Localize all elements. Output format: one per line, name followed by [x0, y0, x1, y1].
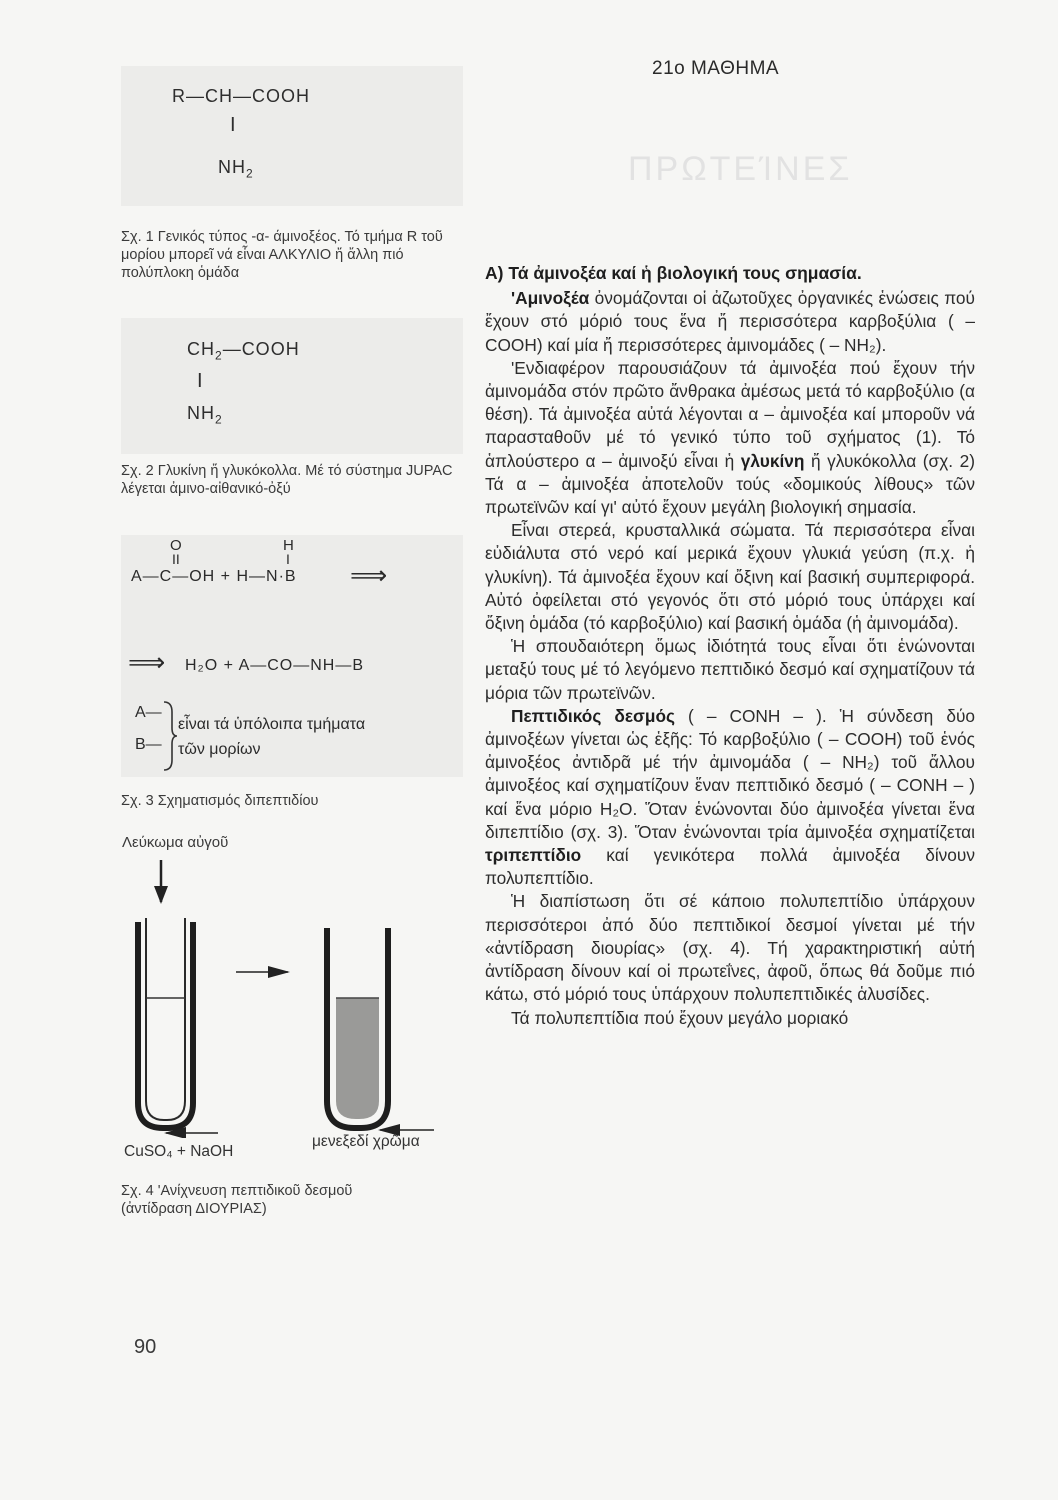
fig3-label-a: A—: [135, 704, 162, 721]
paragraph-6: Ἡ διαπίστωση ὅτι σέ κάποιο πολυπεπτίδιο ὑπάρχουν περισσότεροι ἀπό δύο πεπτιδικοί δεσμοί γίνεται μέ τήν «ἀντίδραση διουρίας» (σχ. 4). Τή χαρακτηριστική αὐτή ἀντίδραση δίνουν καί οἱ πρωτεΐνες, ἀφοῦ, ὅπως θά δοῦμε πιό κάτω, στό μόριό τους ὑπάρχουν πολυπεπτιδικές ἁλυσίδες.: [485, 891, 975, 1005]
fig2-amino-group: $NH_2$: [187, 403, 223, 427]
fig4-caption-line2: (ἀντίδραση ΔΙΟΥΡΙΑΣ): [121, 1201, 267, 1217]
paragraph-7: Τά πολυπεπτίδια πού ἔχουν μεγάλο μοριακό: [511, 1007, 849, 1028]
fig3-hydrogen: H: [283, 537, 294, 554]
lesson-heading: 21ο ΜΑΘΗΜΑ: [652, 58, 780, 79]
fig2-caption: Σχ. 2 Γλυκίνη ἤ γλυκόκολλα. Μέ τό σύστημα JUPAC λέγεται ἀμινο-αἰθανικό-ὀξύ: [121, 463, 453, 497]
fig2-bond: I: [197, 370, 204, 392]
fig1-caption: Σχ. 1 Γενικός τύπος -α- άμινοξέος. Τό τμήμα R τοῦ μορίου μπορεῖ νά εἶναι ΑΛΚΥΛΙΟ ἤ ἄλλη πιό πολύπλοκη ὁμάδα: [121, 229, 443, 281]
section-heading: Α) Τά ἀμινοξέα καί ἡ βιολογική τους σημασία.: [485, 263, 862, 283]
fig4-tube-left: [138, 918, 193, 1128]
paragraph-4: Ἡ σπουδαιότερη ὅμως ἰδιότητά τους εἶναι ὅτι ἑνώνονται μεταξύ τους μέ τό λεγόμενο πεπτιδικό δεσμό καί σχηματίζουν τά μόρια τῶν πρωτεϊνῶν.: [485, 636, 975, 703]
fig4-right-arrow: [236, 966, 290, 978]
fig4-down-arrow: [154, 860, 168, 904]
fig3-double-bond: II: [172, 551, 180, 567]
fig3-reactants: A—C—OH + H—N·B: [131, 568, 297, 585]
paragraph-1: 'Αμινοξέα ὀνομάζονται οἱ ἀζωτοῦχες ὀργανικές ἑνώσεις πού ἔχουν στό μόριό τους ἕνα ἤ περισσότερα καρβοξύλια ( – COOH) καί μία ἤ περισσότερες ἀμινομάδες ( – NH₂).: [485, 288, 975, 355]
fig4-color-label: μενεξεδί χρῶμα: [312, 1133, 420, 1150]
paragraph-2: 'Ενδιαφέρον παρουσιάζουν τά ἀμινοξέα πού ἔχουν τήν ἀμινομάδα στόν πρῶτο ἄνθρακα ἀμέσως μετά τό καρβοξύλιο (α θέση). Τά ἀμινοξέα αὐτά λέγονται α – ἀμινοξέα καί μποροῦν νά παρασταθοῦν μέ τό γενικό τύπο τοῦ σχήματος (1). Τό ἁπλούστερο α – ἀμινοξύ εἶναι ἡ γλυκίνη ἤ γλυκόκολλα (σχ. 2) Τά α – ἀμινοξέα ἀποτελοῦν τούς «δομικούς λίθους» τῶν πρωτεϊνῶν καί γι' αὐτό ἔχουν μεγάλη βιολογική σημασία.: [485, 357, 975, 518]
fig1-formula: R—CH—COOH: [172, 86, 310, 106]
page-number: 90: [134, 1336, 157, 1358]
fig4-caption-line1: Σχ. 4 'Ανίχνευση πεπτιδικοῦ δεσμοῦ: [121, 1183, 353, 1199]
main-text-column: [485, 262, 975, 1030]
fig4-reagents: CuSO₄ + NaOH: [124, 1143, 234, 1160]
fig3-arrow-1: ⟹: [350, 560, 388, 590]
fig3-note-line2: τῶν μορίων: [178, 741, 261, 758]
fig3-oxygen: O: [170, 537, 182, 554]
fig3-arrow-2: ⟹: [128, 647, 166, 677]
paragraph-3: Εἶναι στερεά, κρυσταλλικά σώματα. Τά περισσότερα εἶναι εὐδιάλυτα στό νερό καί μερικά ἔχουν γλυκιά γεύση (π.χ. ἡ γλυκίνη). Τά ἀμινοξέα ἔχουν καί ὄξινη καί βασική συμπεριφορά. Αὐτό ὀφείλεται στό γεγονός ὅτι στό μόριό τους ὑπάρχει καί ὄξινη ὁμάδα (τό καρβοξύλιο) καί βασική ὁμάδα (ἡ ἀμινομάδα).: [485, 520, 975, 634]
fig1-amino-group: $NH_2$: [218, 157, 254, 181]
chapter-title-faint: ΠΡΩΤΕΊΝΕΣ: [628, 150, 853, 188]
fig3-products: H₂O + A—CO—NH—B: [185, 657, 365, 674]
fig3-caption: Σχ. 3 Σχηματισμός διπεπτιδίου: [121, 793, 319, 809]
fig2-formula: $CH_2—COOH$: [187, 339, 300, 363]
fig4-tube-right: [327, 928, 388, 1128]
fig4-egg-label: Λεύκωμα αὐγοῦ: [122, 834, 229, 851]
fig3-brace: [160, 700, 178, 772]
fig1-bond: I: [230, 114, 237, 136]
fig3-label-b: B—: [135, 736, 162, 753]
paragraph-5: Πεπτιδικός δεσμός ( – CONH – ). Ἡ σύνδεση δύο ἀμινοξέων γίνεται ὡς ἑξῆς: Τό καρβοξύλιο ( – COOH) τοῦ ἑνός ἀμινοξέος ἀντιδρᾶ μέ τήν ἀμινομάδα ( – NH₂) τοῦ ἄλλου ἀμινοξέος καί σχηματίζουν ἕναν πεπτιδικό δεσμό ( – CONH – ) καί ἕνα μόριο H₂O. Ὅταν ἑνώνονται δύο ἀμινοξέα γίνεται ἕνα διπεπτίδιο (σχ. 3). Ὅταν ἑνώνονται τρία ἀμινοξέα σχηματίζεται τριπεπτίδιο καί γενικότερα πολλά ἀμινοξέα δίνουν πολυπεπτίδιο.: [485, 705, 976, 889]
fig3-single-bond: I: [286, 551, 290, 567]
fig4-test-tubes: [118, 858, 468, 1138]
fig3-note-line1: εἶναι τά ὑπόλοιπα τμήματα: [178, 716, 366, 733]
